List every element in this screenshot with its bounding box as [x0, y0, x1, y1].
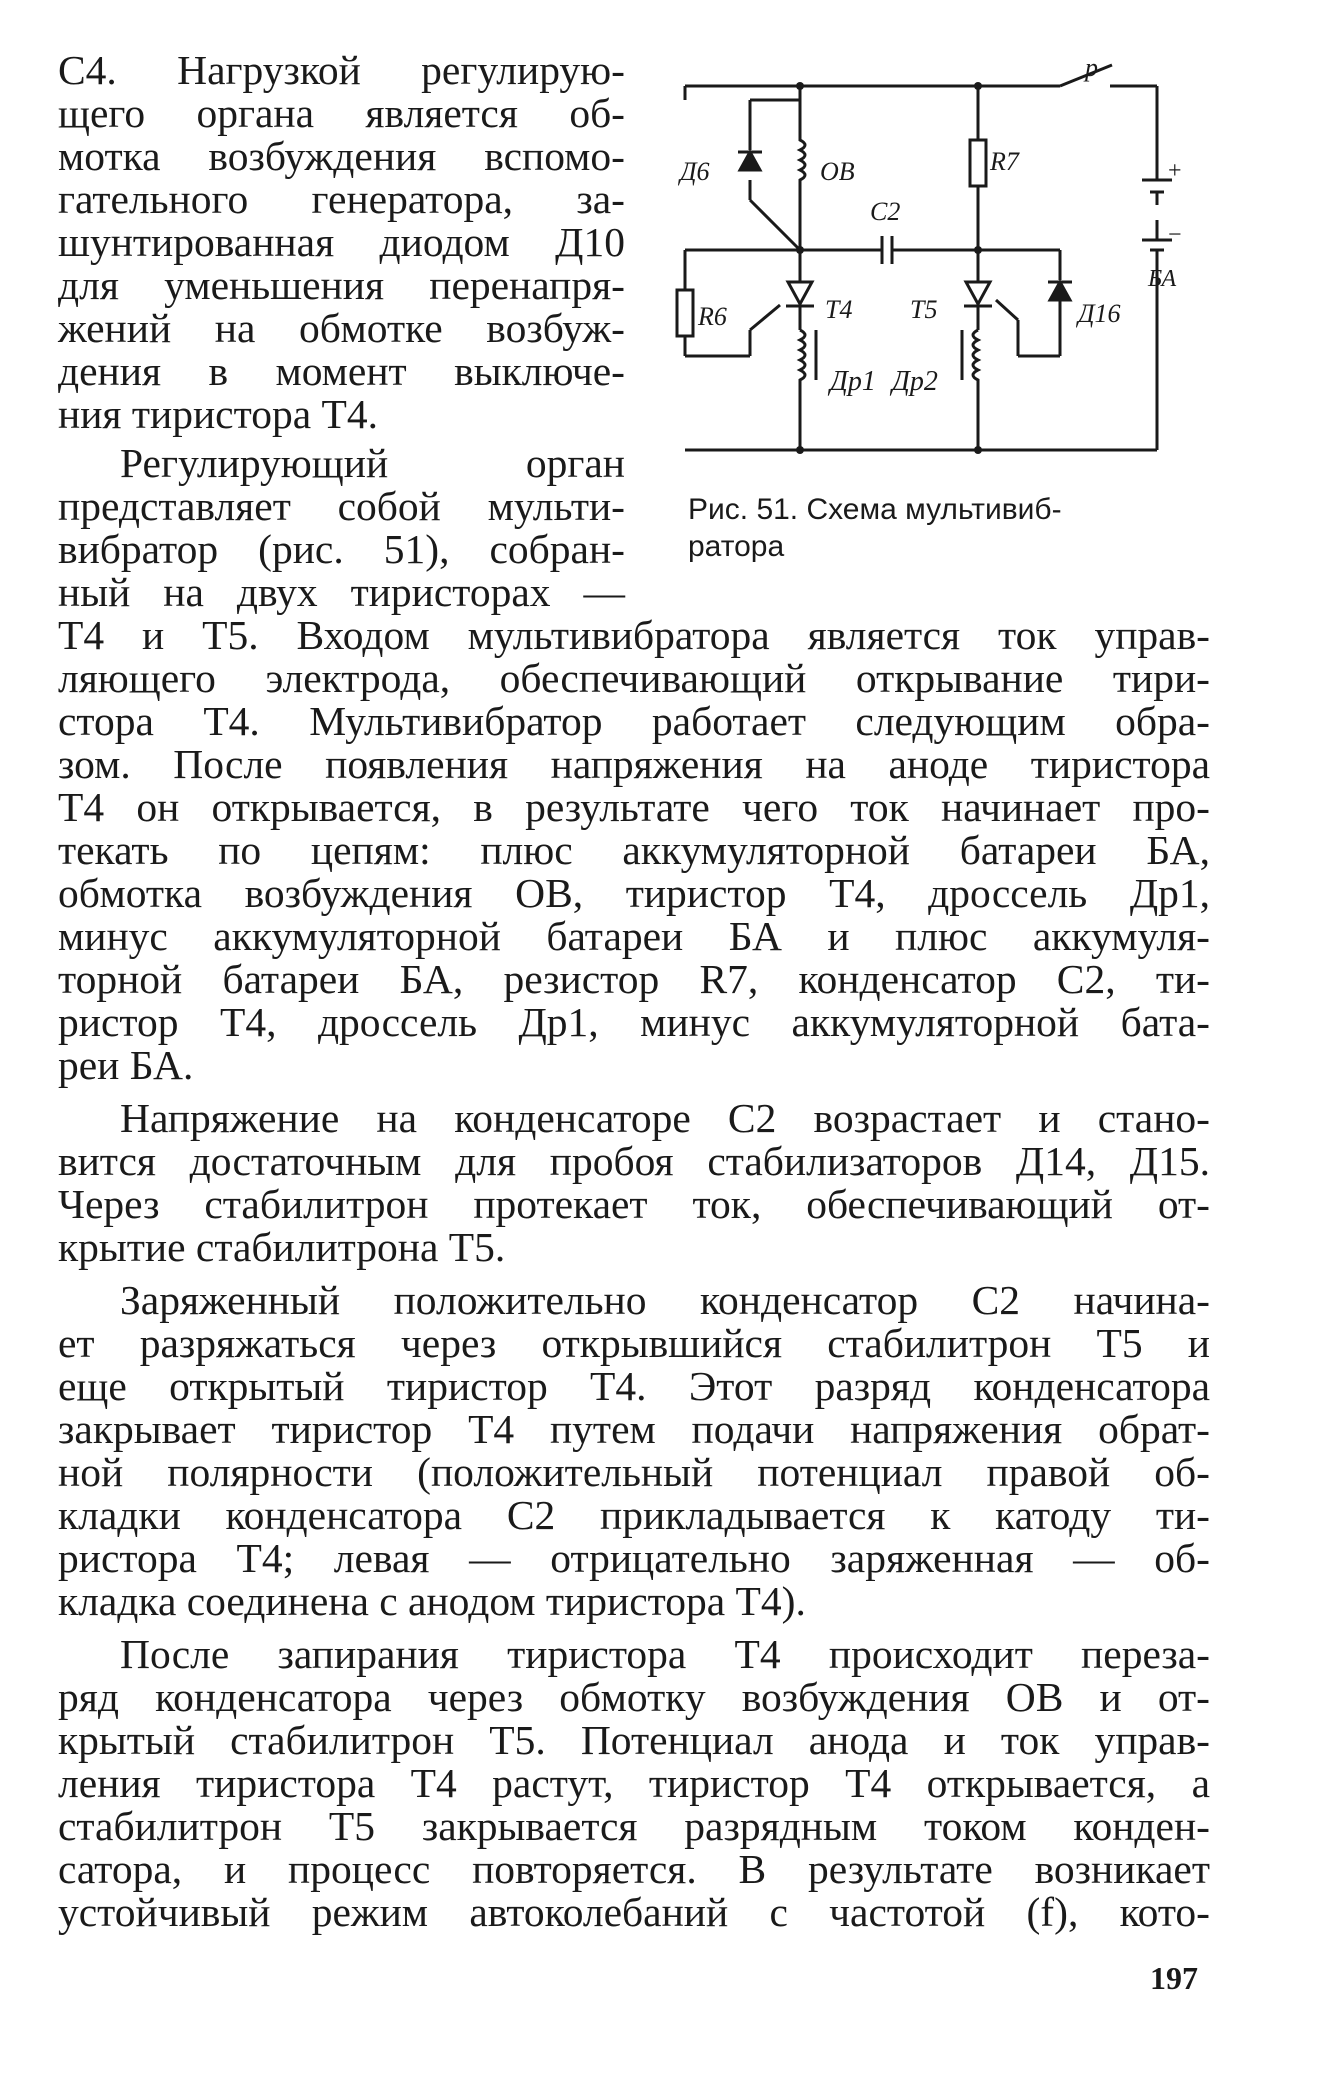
label-p: р: [1085, 53, 1098, 82]
label-plus: +: [1168, 158, 1182, 184]
text-line: для уменьшения перенапря-: [58, 262, 625, 308]
text-line: ния тиристора Т4.: [58, 391, 378, 437]
label-minus: −: [1168, 222, 1182, 248]
text-line: ления тиристора Т4 растут, тиристор Т4 открывается, а: [58, 1760, 1210, 1806]
figure-caption-cont: ратора: [688, 530, 785, 563]
text-line: Т4 он открывается, в результате чего ток начинает про-: [58, 784, 1210, 830]
text-line: ной полярности (положительный потенциал правой об-: [58, 1449, 1210, 1495]
text-line: гательного генератора, за-: [58, 176, 625, 222]
text-line: ряд конденсатора через обмотку возбуждения ОВ и от-: [58, 1674, 1210, 1720]
text-line: зом. После появления напряжения на аноде тиристора: [58, 741, 1210, 787]
text-line: ляющего электрода, обеспечивающий открывание тири-: [58, 655, 1210, 701]
text-line: вится достаточным для пробоя стабилизаторов Д14, Д15.: [58, 1138, 1210, 1184]
text-line: Через стабилитрон протекает ток, обеспечивающий от-: [58, 1181, 1210, 1227]
text-line: крытый стабилитрон Т5. Потенциал анода и ток управ-: [58, 1717, 1210, 1763]
text-line: обмотка возбуждения ОВ, тиристор Т4, дроссель Др1,: [58, 870, 1210, 916]
text-line: реи БА.: [58, 1042, 194, 1088]
multivibrator-schematic: [660, 53, 1182, 480]
text-line: вибратор (рис. 51), собран-: [58, 526, 625, 572]
text-line: мотка возбуждения вспомо-: [58, 133, 625, 179]
text-line: После запирания тиристора Т4 происходит переза-: [120, 1631, 1210, 1677]
text-line: крытие стабилитрона Т5.: [58, 1224, 506, 1270]
text-line: устойчивый режим автоколебаний с частотой (f), кото-: [58, 1889, 1210, 1935]
text-line: ет разряжаться через открывшийся стабилитрон Т5 и: [58, 1320, 1210, 1366]
label-c2: С2: [870, 197, 901, 226]
label-r7: R7: [990, 147, 1019, 176]
text-line: кладки конденсатора С2 прикладывается к катоду ти-: [58, 1492, 1210, 1538]
text-line: торной батареи БА, резистор R7, конденсатор С2, ти-: [58, 956, 1210, 1002]
text-line: кладка соединена с анодом тиристора Т4).: [58, 1578, 806, 1624]
text-line: жений на обмотке возбуж-: [58, 305, 625, 351]
text-line: щего органа является об-: [58, 90, 625, 136]
text-line: С4. Нагрузкой регулирую-: [58, 47, 625, 93]
text-line: ристора Т4; левая — отрицательно заряженная — об-: [58, 1535, 1210, 1581]
label-t4: Т4: [825, 295, 853, 324]
figure-caption: Рис. 51. Схема мультивиб-: [688, 493, 1062, 526]
label-dr2: Др2: [892, 366, 938, 397]
text-line: Регулирующий орган: [120, 440, 625, 486]
label-ov: ОВ: [820, 157, 855, 186]
text-line: текать по цепям: плюс аккумуляторной батареи БА,: [58, 827, 1210, 873]
label-r6: R6: [698, 302, 727, 331]
text-line: представляет собой мульти-: [58, 483, 625, 529]
text-line: дения в момент выключе-: [58, 348, 625, 394]
text-line: ный на двух тиристорах —: [58, 569, 625, 615]
label-d16: Д16: [1078, 299, 1121, 328]
text-line: Напряжение на конденсаторе С2 возрастает и стано-: [120, 1095, 1210, 1141]
text-line: закрывает тиристор Т4 путем подачи напряжения обрат-: [58, 1406, 1210, 1452]
text-line: ристор Т4, дроссель Др1, минус аккумуляторной бата-: [58, 999, 1210, 1045]
text-line: Т4 и Т5. Входом мультивибратора является ток управ-: [58, 612, 1210, 658]
text-line: стора Т4. Мультивибратор работает следующим обра-: [58, 698, 1210, 744]
label-t5: Т5: [910, 295, 938, 324]
text-line: еще открытый тиристор Т4. Этот разряд конденсатора: [58, 1363, 1210, 1409]
text-line: Заряженный положительно конденсатор С2 начина-: [120, 1277, 1210, 1323]
label-dr1: Др1: [830, 366, 876, 397]
text-line: сатора, и процесс повторяется. В результате возникает: [58, 1846, 1210, 1892]
label-ba: БА: [1148, 266, 1177, 292]
text-line: стабилитрон Т5 закрывается разрядным током конден-: [58, 1803, 1210, 1849]
page-number: 197: [1150, 1960, 1198, 1996]
label-d6: Д6: [680, 157, 710, 186]
text-line: минус аккумуляторной батареи БА и плюс аккумуля-: [58, 913, 1210, 959]
text-line: шунтированная диодом Д10: [58, 219, 625, 265]
